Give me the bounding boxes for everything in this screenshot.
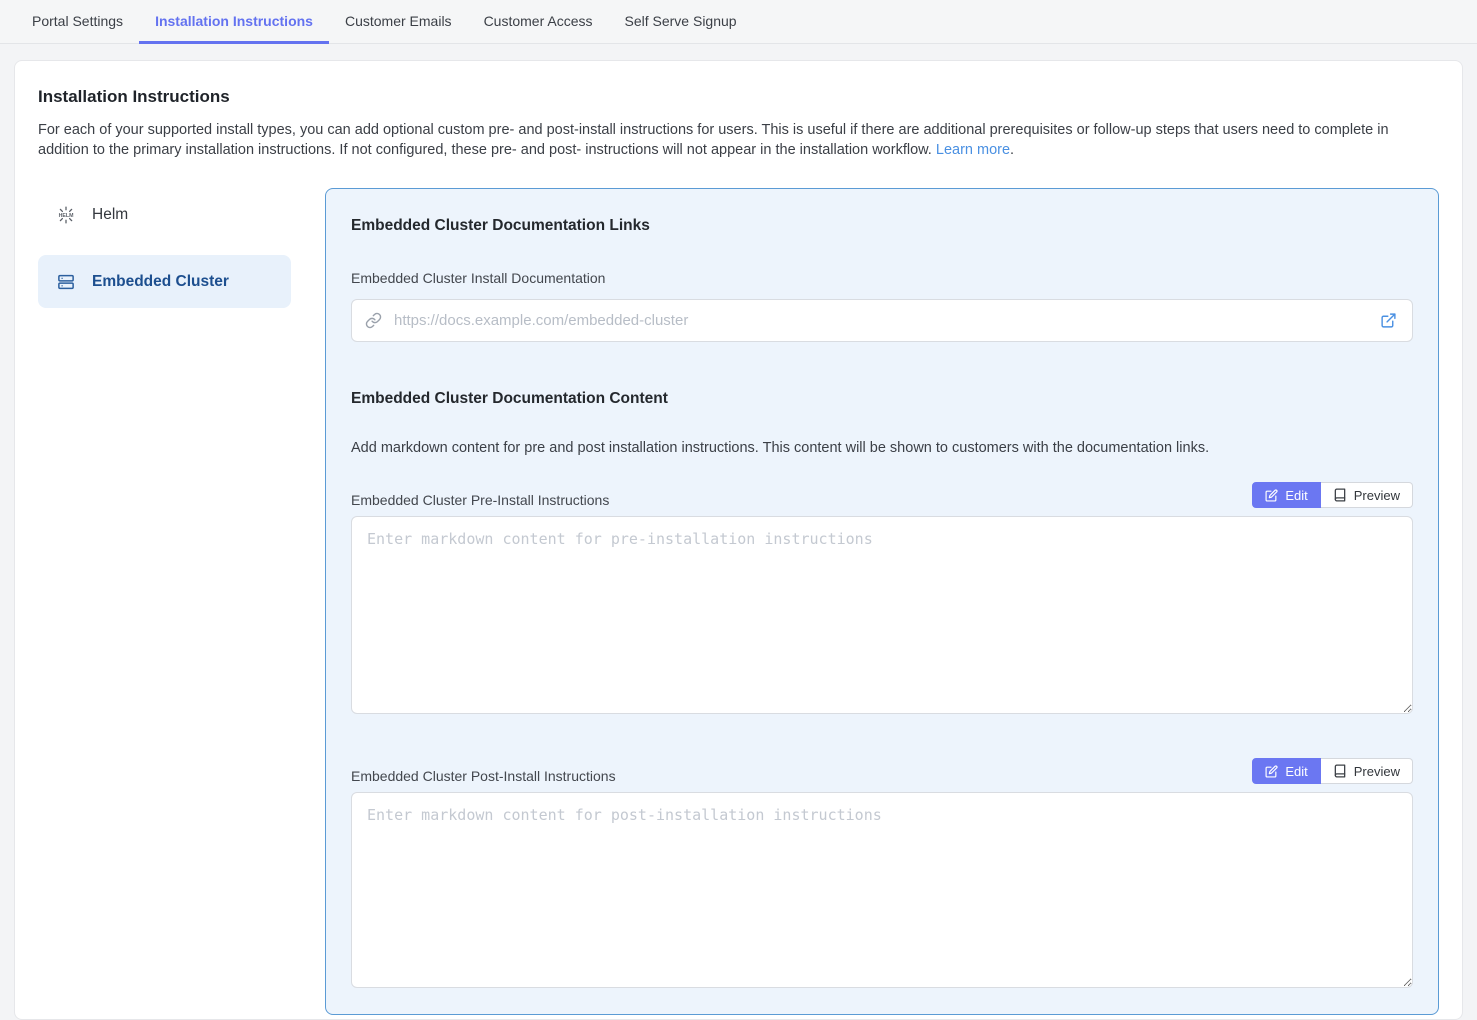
pre-install-row: [351, 482, 1413, 508]
book-icon: [1333, 764, 1347, 778]
post-install-label: Embedded Cluster Post-Install Instructions: [351, 768, 616, 784]
pre-install-preview-button[interactable]: [1321, 482, 1413, 508]
pre-install-label: Embedded Cluster Pre-Install Instructions: [351, 492, 610, 508]
page-title: Installation Instructions: [38, 87, 230, 106]
sidebar-item-embedded-cluster[interactable]: [38, 255, 291, 308]
sidebar-item-label: Embedded Cluster: [92, 272, 229, 290]
install-type-sidebar: [38, 188, 291, 308]
svg-text:HELM: HELM: [58, 212, 74, 219]
page-description-text: For each of your supported install types, you can add optional custom pre- and post-install instructions for users. This is useful if there are additional prerequisites or follow-up steps that users need to complete in addition to the primary installation instructions. If not configured, these pre- and post- instructions will not appear in the installation workflow.: [38, 122, 1389, 158]
tab-customer-access[interactable]: Customer Access: [483, 12, 593, 29]
edit-button-label: Edit: [1285, 763, 1308, 779]
post-install-edit-button[interactable]: [1252, 758, 1320, 784]
install-doc-url-field: [351, 299, 1413, 342]
top-tab-bar: [0, 0, 1477, 44]
learn-more-link[interactable]: Learn more: [935, 142, 1011, 158]
tab-customer-emails[interactable]: Customer Emails: [344, 12, 452, 29]
post-install-preview-button[interactable]: [1321, 758, 1413, 784]
edit-pencil-icon: [1265, 489, 1278, 502]
open-external-link-button[interactable]: [1378, 310, 1399, 331]
learn-more-suffix: .: [1010, 142, 1015, 158]
doc-content-heading: Embedded Cluster Documentation Content: [351, 390, 668, 407]
content-area: [38, 188, 1439, 1015]
tab-self-serve-signup[interactable]: Self Serve Signup: [624, 12, 737, 29]
server-stack-icon: [57, 273, 75, 291]
doc-links-heading: Embedded Cluster Documentation Links: [351, 217, 650, 234]
embedded-cluster-panel: [325, 188, 1439, 1015]
pre-install-mode-toggle: [1252, 482, 1413, 508]
install-doc-url-input[interactable]: [392, 311, 1368, 330]
helm-icon: [57, 206, 75, 224]
tab-portal-settings[interactable]: Portal Settings: [32, 12, 124, 29]
pre-install-markdown-textarea[interactable]: [351, 516, 1413, 714]
main-card: [14, 60, 1463, 1020]
preview-button-label: Preview: [1353, 763, 1400, 779]
pre-install-edit-button[interactable]: [1252, 482, 1320, 508]
doc-content-description: Add markdown content for pre and post installation instructions. This content will be shown to customers with the documentation links.: [351, 440, 1210, 456]
page-description: [38, 120, 1430, 160]
preview-button-label: Preview: [1353, 487, 1400, 503]
post-install-markdown-textarea[interactable]: [351, 792, 1413, 988]
link-icon: [365, 312, 382, 329]
edit-pencil-icon: [1265, 765, 1278, 778]
tab-installation-instructions[interactable]: Installation Instructions: [139, 0, 329, 44]
book-icon: [1333, 488, 1347, 502]
edit-button-label: Edit: [1285, 487, 1308, 503]
sidebar-item-label: Helm: [92, 205, 129, 223]
post-install-row: [351, 758, 1413, 784]
install-doc-label: Embedded Cluster Install Documentation: [351, 270, 606, 286]
sidebar-item-helm[interactable]: [38, 188, 291, 241]
external-link-icon: [1380, 312, 1397, 329]
post-install-mode-toggle: [1252, 758, 1413, 784]
